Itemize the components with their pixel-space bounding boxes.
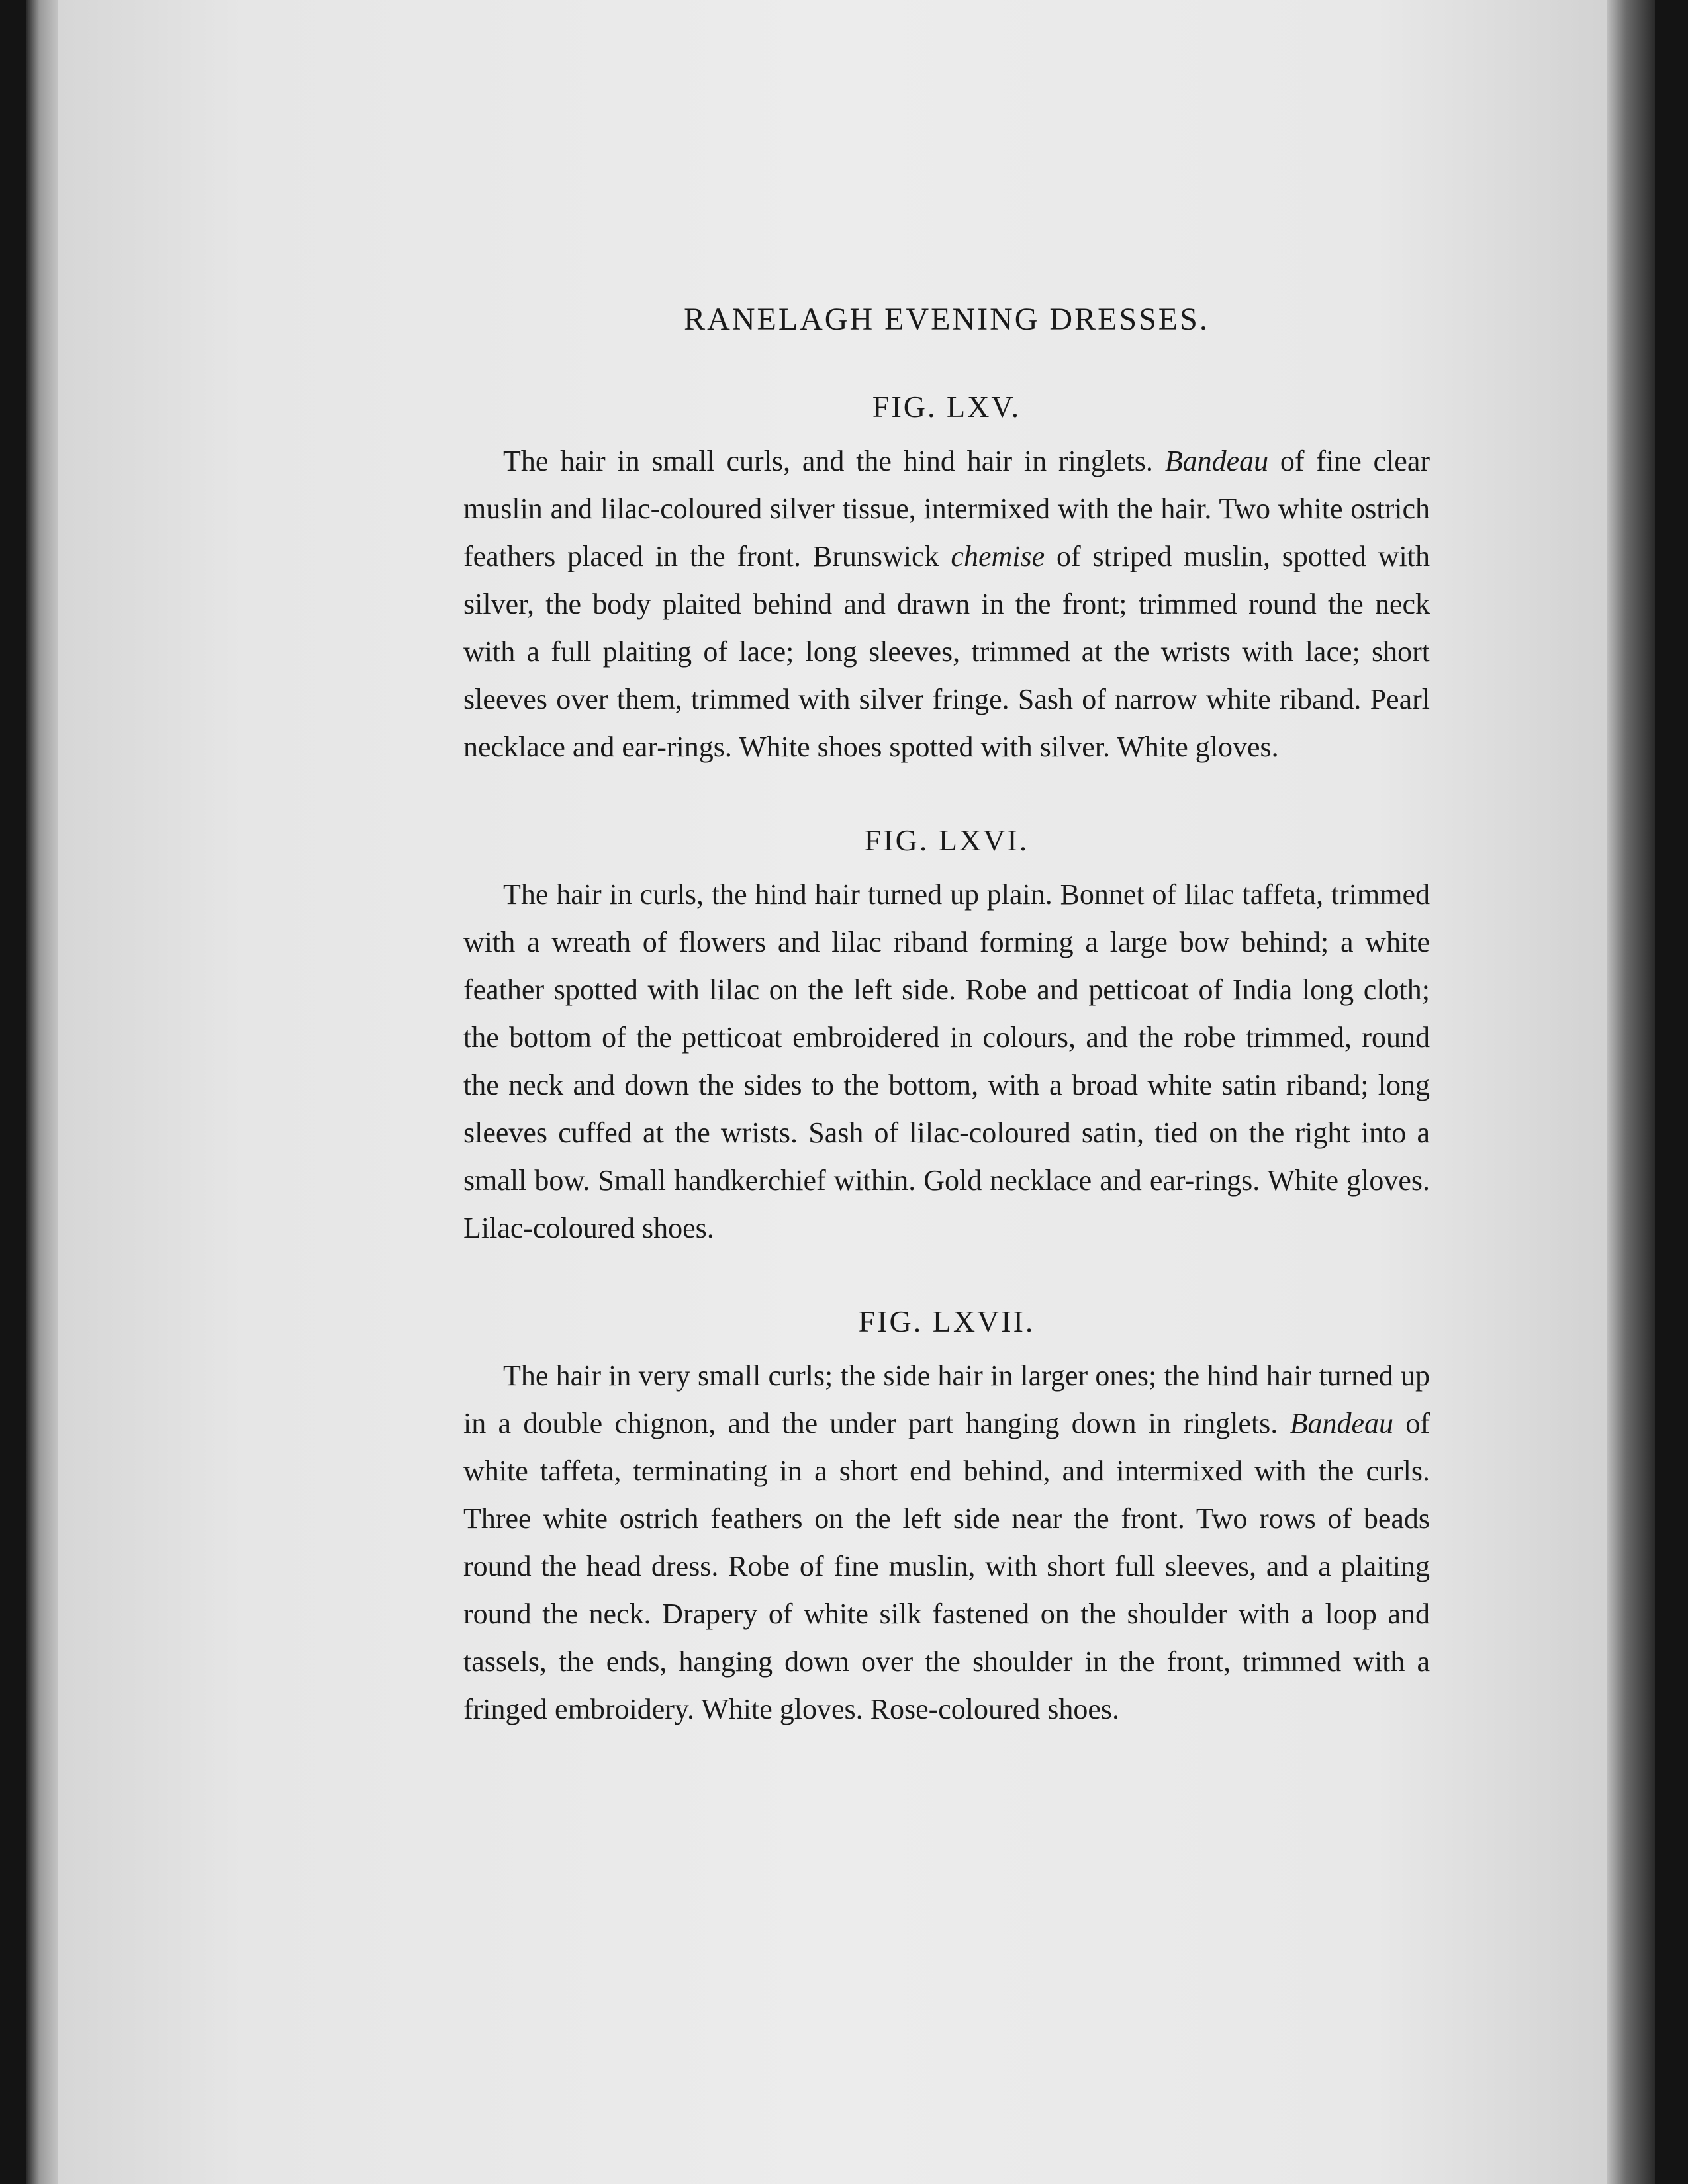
fig-lxvi-description [463,871,1430,1252]
italic-term-bandeau: Bandeau [1164,445,1269,477]
text-run: The hair in small curls, and the hind hair in ringlets. [503,445,1165,477]
fig-lxvii-description [463,1352,1430,1733]
page-text [463,301,1430,1785]
page-title: RANELAGH EVENING DRESSES. [684,302,1209,337]
text-run: of white taffeta, terminating in a short end behind, and intermixed with the curls. Three white ostrich feathers on the left side near the front. Two rows of beads round the head dress. Robe of fine muslin, with short full sleeves, and a plaiting round the neck. Drapery of white silk fastened on the shoulder with a loop and tassels, the ends, hanging down over the shoulder in the front, trimmed with a fringed embroidery. White gloves. Rose-coloured shoes. [463,1407,1430,1725]
fig-heading-lxvii: FIG. LXVII. [858,1304,1035,1338]
fig-heading-lxvi: FIG. LXVI. [864,823,1029,857]
left-page-edge [26,0,60,2184]
italic-term-bandeau: Bandeau [1289,1407,1394,1439]
fig-lxv-description [463,437,1430,771]
right-page-edge [1607,0,1655,2184]
fig-heading-lxv: FIG. LXV. [872,390,1021,424]
italic-term-chemise: chemise [951,540,1045,572]
text-run: The hair in curls, the hind hair turned up plain. Bonnet of lilac taffeta, trimmed with a wreath of flowers and lilac riband forming a large bow behind; a white feather spotted with lilac on the left side. Robe and petticoat of India long cloth; the bottom of the petticoat embroidered in colours, and the robe trimmed, round the neck and down the sides to the bottom, with a broad white satin riband; long sleeves cuffed at the wrists. Sash of lilac-coloured satin, tied on the right into a small bow. Small handkerchief within. Gold necklace and ear-rings. White gloves. Lilac-coloured shoes. [463,878,1430,1244]
text-run: The hair in very small curls; the side hair in larger ones; the hind hair turned up in a double chignon, and the under part hanging down in ringlets. [463,1359,1430,1439]
text-run: of striped muslin, spotted with silver, the body plaited behind and drawn in the front; trimmed round the neck with a full plaiting of lace; long sleeves, trimmed at the wrists with lace; short sleeves over them, trimmed with silver fringe. Sash of narrow white riband. Pearl necklace and ear-rings. White shoes spotted with silver. White gloves. [463,540,1430,763]
text-run: of fine clear muslin and lilac-coloured silver tissue, intermixed with the hair. Two white ostrich feathers placed in the front. Brunswick [463,445,1430,572]
